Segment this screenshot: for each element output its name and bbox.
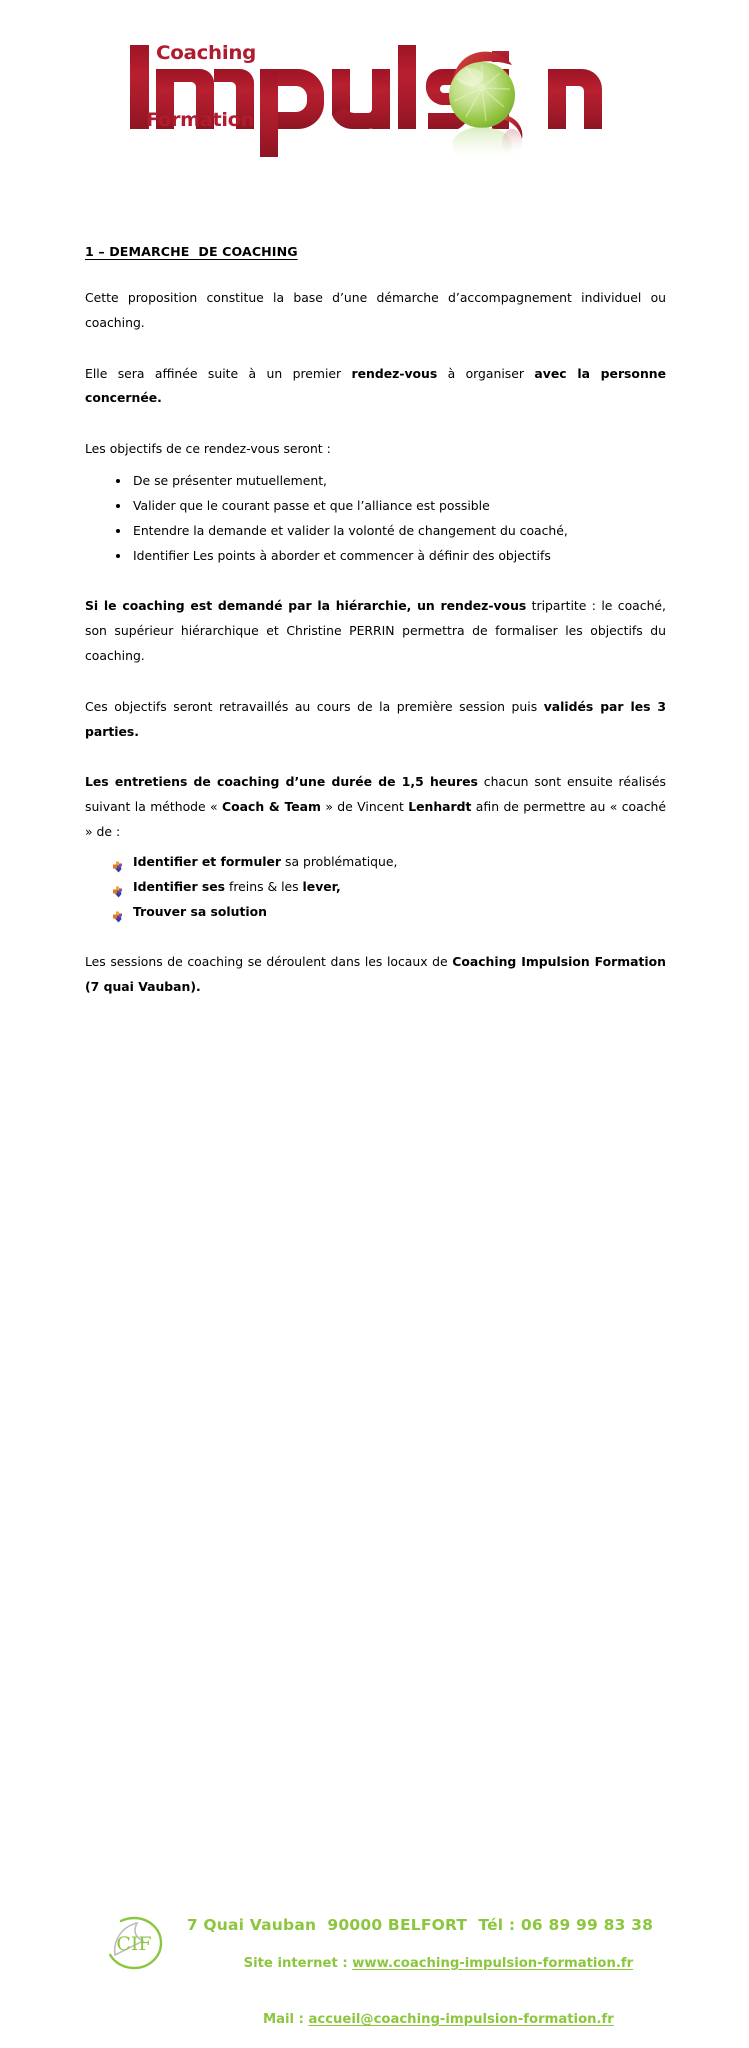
list-item: [85, 543, 666, 568]
paragraph-first-meeting: [85, 362, 666, 412]
bullet-dot-icon: [116, 554, 120, 558]
list-item-label: sa problématique,: [281, 853, 398, 869]
text-run-bold: Lenhardt: [408, 799, 472, 815]
section-heading: 1 – DEMARCHE DE COACHING: [85, 244, 298, 259]
text-run-bold: validés par les 3 parties.: [85, 698, 666, 739]
text-run-bold: rendez-vous: [351, 365, 438, 381]
list-item-label: Entendre la demande et valider la volonté de changement du coaché,: [133, 523, 568, 539]
text-run-bold: Coaching Impulsion Formation (7 quai Vauban).: [85, 953, 666, 994]
list-intro-text: Les objectifs de ce rendez-vous seront :: [85, 441, 331, 457]
paragraph-entretiens: [85, 770, 666, 844]
arrow-down-bullet-icon: [113, 856, 124, 867]
text-run-bold: Les entretiens de coaching d’une durée de 1,5 heures: [85, 774, 478, 790]
arrow-down-bullet-icon: [113, 906, 124, 917]
list-item-label: Identifier Les points à aborder et commencer à définir des objectifs: [133, 548, 551, 564]
list-item: [85, 874, 666, 899]
list-item-bold: Identifier et formuler: [133, 853, 282, 869]
list-item: [85, 518, 666, 543]
paragraph-validation: [85, 695, 666, 745]
bullet-dot-icon: [116, 479, 120, 483]
text-run-bold: Si le coaching est demandé par la hiérarchie, un rendez-vous: [85, 598, 527, 614]
list-item-bold: Trouver sa solution: [133, 903, 267, 919]
logo-formation-text: Formation: [146, 109, 254, 131]
coachee-steps-list: [85, 849, 666, 924]
logo-coaching-text: Coaching: [156, 42, 256, 64]
bullet-dot-icon: [116, 504, 120, 508]
list-item: [85, 899, 666, 924]
list-item: [85, 493, 666, 518]
text-run: tripartite : le coaché, son supérieur hiérarchique et Christine PERRIN permettra de formaliser les objectifs du coaching.: [85, 598, 666, 663]
footer-mail-line: [180, 1992, 660, 2048]
paragraph-intro: [85, 286, 666, 336]
company-logo: [120, 33, 610, 168]
text-run: Elle sera affinée suite à un premier: [85, 365, 352, 381]
text-run: afin de permettre au « coaché » de :: [85, 799, 666, 839]
objectives-list: [85, 468, 666, 568]
footer-website-line: [180, 1936, 660, 1992]
text-run: chacun sont ensuite réalisés suivant la méthode «: [85, 774, 666, 815]
footer-website-label: Site internet :: [243, 1955, 353, 1971]
paragraph-hierarchy: [85, 594, 666, 668]
list-intro-objectifs: [85, 437, 666, 462]
footer-contact-block: [180, 1915, 660, 2048]
list-item: [85, 849, 666, 874]
text-run: Les sessions de coaching se déroulent dans les locaux de: [85, 953, 453, 969]
footer-mail-label: Mail :: [262, 2011, 309, 2027]
footer-mail-link[interactable]: accueil@coaching-impulsion-formation.fr: [308, 2011, 614, 2027]
list-item-label: De se présenter mutuellement,: [133, 473, 327, 489]
list-item-bold: Identifier ses: [133, 878, 226, 894]
bullet-dot-icon: [116, 529, 120, 533]
text-run: Ces objectifs seront retravaillés au cours de la première session puis: [85, 698, 544, 714]
text-run-bold: avec la personne concernée.: [85, 365, 666, 406]
arrow-down-bullet-icon: [113, 881, 124, 892]
text-run: à organiser: [437, 365, 535, 381]
cif-logo-text: CIF: [116, 1933, 152, 1955]
footer-address-line: 7 Quai Vauban 90000 BELFORT Tél : 06 89 99 83 38: [186, 1916, 654, 1934]
list-item: [85, 468, 666, 493]
logo-artwork: [120, 33, 610, 168]
list-item-label: Valider que le courant passe et que l’alliance est possible: [133, 498, 490, 514]
page-footer: [0, 955, 749, 2027]
cif-logo-icon: [103, 1915, 165, 1971]
text-run: » de Vincent: [320, 799, 409, 815]
document-body: [85, 243, 666, 1000]
list-item-bold: lever,: [302, 878, 341, 894]
footer-website-link[interactable]: www.coaching-impulsion-formation.fr: [352, 1955, 634, 1971]
paragraph-intro-text: Cette proposition constitue la base d’une démarche d’accompagnement individuel ou coaching.: [85, 290, 666, 330]
text-run-bold: Coach & Team: [222, 799, 321, 815]
list-item-label: freins & les: [225, 878, 303, 894]
